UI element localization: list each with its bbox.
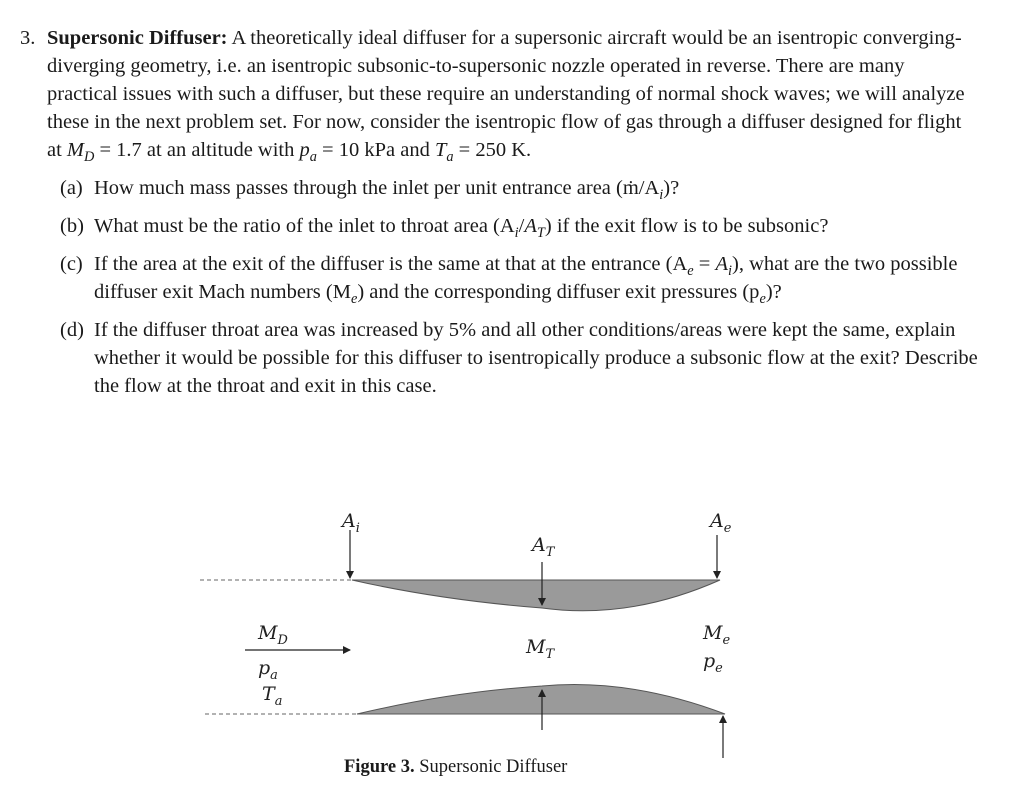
lower-diffuser-wall: [357, 685, 725, 714]
problem-parts: [60, 174, 980, 400]
problem-intro: Supersonic Diffuser: A theoretically ideal diffuser for a supersonic aircraft would be an isentropic converging-diverging geometry, i.e. an isentropic subsonic-to-supersonic nozzle operated in reverse. There are many practical issues with such a diffuser, but these require an understanding of normal shock waves; we will analyze these in the next problem set. For now, consider the isentropic flow of gas through a diffuser designed for flight at $M_D = 1.7$ at an altitude with $p_a = 10$ kPa and $T_a = 250$ K.: [47, 27, 965, 166]
ambient-temperature-label: $T_a$: [262, 683, 283, 709]
ambient-pressure-label: $p_a$: [258, 657, 278, 683]
exit-mach-label: $M_e$: [703, 622, 731, 648]
exit-area-label: $A_e$: [710, 510, 732, 536]
part-a: (a) How much mass passes through the inlet per unit entrance area $(ṁ/A_i)$?: [60, 177, 680, 204]
figure-caption: Figure 3. Supersonic Diffuser: [344, 757, 568, 777]
flight-mach-label: $M_D$: [258, 622, 288, 648]
throat-mach-label: $M_T$: [526, 636, 555, 662]
throat-area-label: $A_T$: [532, 534, 555, 560]
diffuser-figure: [190, 500, 750, 800]
exit-pressure-label: $p_e$: [703, 650, 723, 676]
upper-diffuser-wall: [352, 580, 720, 611]
problem-statement: [20, 24, 980, 400]
problem-title: Supersonic Diffuser:: [47, 27, 228, 49]
part-d: (d) If the diffuser throat area was increased by 5% and all other conditions/areas were kept the same, explain whether it would be possible for this diffuser to isentropically produce a subsonic flow at the exit? Describe the flow at the throat and exit in this case.: [60, 319, 978, 397]
part-b: (b) What must be the ratio of the inlet to throat area $(A_i/A_T)$ if the exit flow is to be subsonic?: [60, 215, 829, 242]
problem-number: 3.: [20, 27, 36, 49]
part-c: (c) If the area at the exit of the diffuser is the same at that at the entrance $(A_e = A_i)$, what are the two possible diffuser exit Mach numbers $(M_e)$ and the corresponding diffuser exit pressures $(p_e)$?: [60, 253, 958, 308]
inlet-area-label: $A_i$: [342, 510, 360, 536]
